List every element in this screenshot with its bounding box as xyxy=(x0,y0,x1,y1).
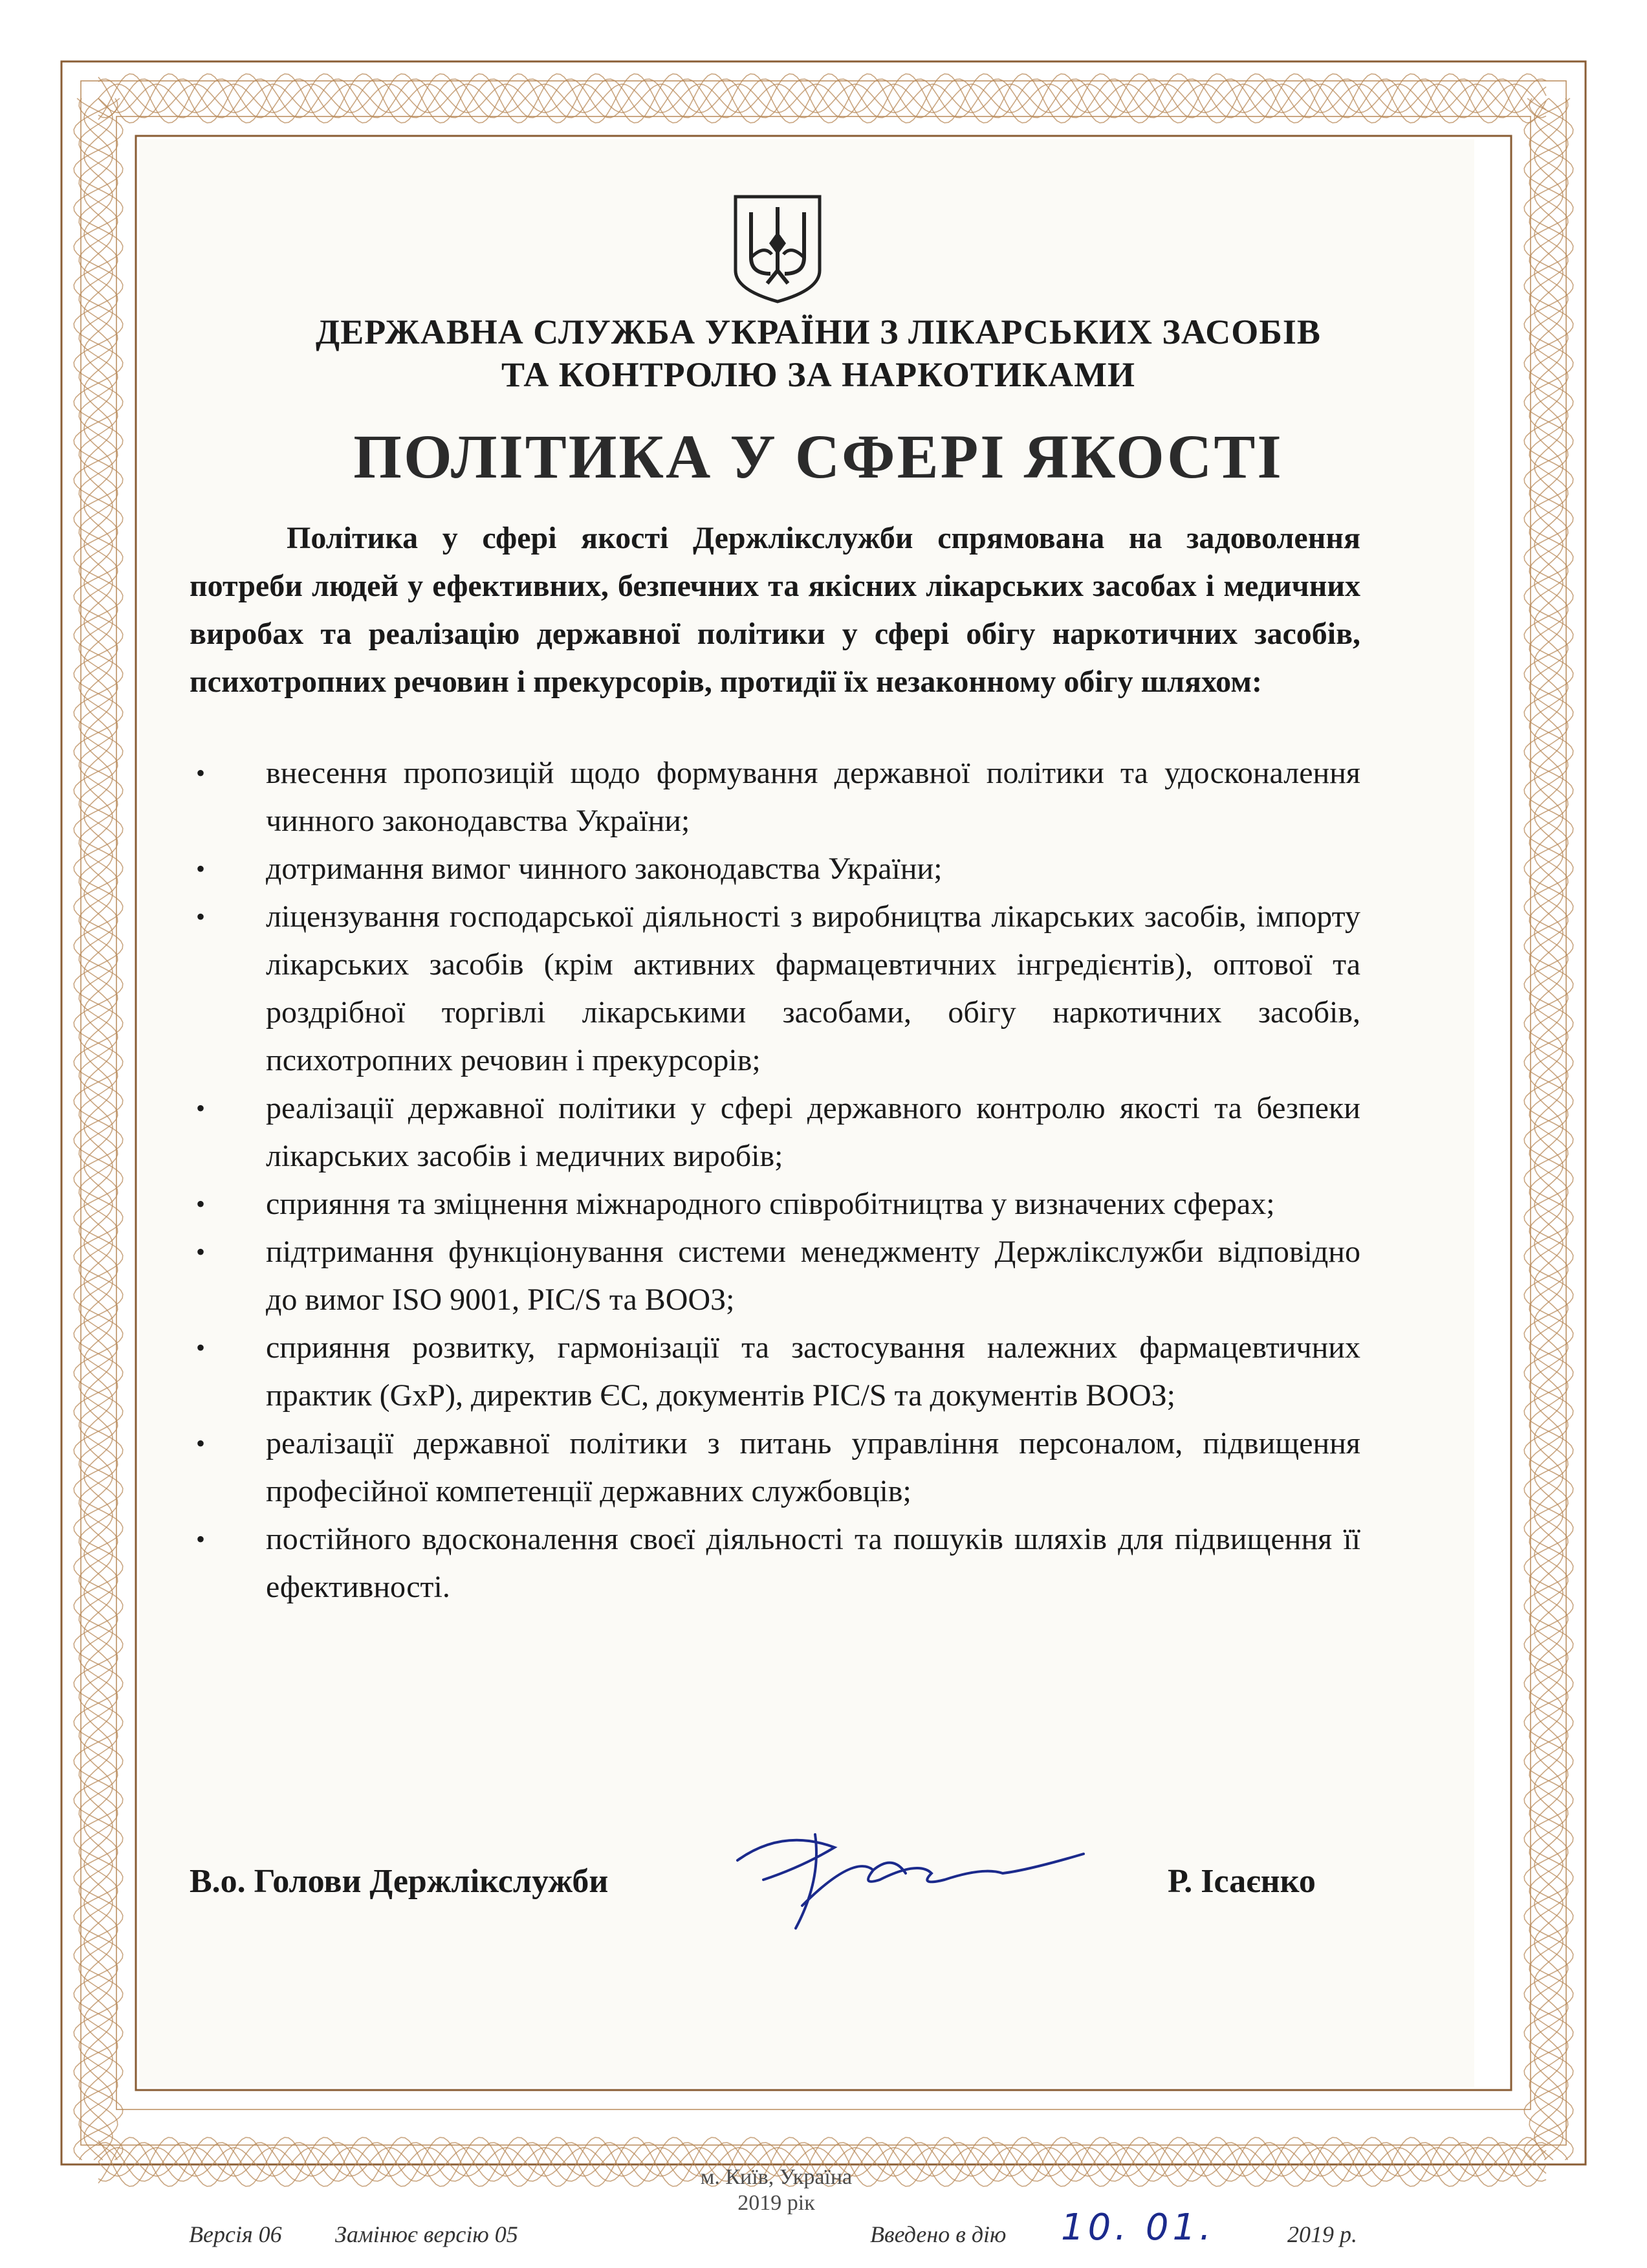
replaces-label: Замінює версію 05 xyxy=(335,2221,518,2247)
list-item-text: ліцензування господарської діяльності з виробництва лікарських засобів, імпорту лікарських засобів (крім активних фармацевтичних інгредієнтів), оптової та роздрібної торгівлі лікарськими засобами, обігу наркотичних засобів, психотропних речовин і прекурсорів; xyxy=(266,899,1360,1077)
bullet-icon: • xyxy=(196,1525,206,1554)
list-item xyxy=(190,749,1360,845)
bullet-icon: • xyxy=(196,758,206,787)
list-item xyxy=(190,893,1360,1084)
city-text: м. Київ, Україна xyxy=(700,2165,853,2189)
signatory-position: В.о. Голови Держлікслужби xyxy=(190,1863,609,1900)
list-item-text: сприяння та зміцнення міжнародного співробітництва у визначених сферах; xyxy=(266,1187,1275,1221)
list-item xyxy=(190,1084,1360,1180)
organization-name-line2: ТА КОНТРОЛЮ ЗА НАРКОТИКАМИ xyxy=(501,355,1136,394)
trident-icon xyxy=(732,193,824,304)
signatory-name: Р. Ісаєнко xyxy=(1168,1863,1316,1900)
list-item xyxy=(190,845,1360,893)
bullet-icon: • xyxy=(196,1189,206,1218)
list-item xyxy=(190,1228,1360,1324)
list-item-text: дотримання вимог чинного законодавства України; xyxy=(266,852,943,886)
bullet-icon: • xyxy=(196,1429,206,1458)
list-item-text: внесення пропозицій щодо формування державної політики та удосконалення чинного законодавства України; xyxy=(266,756,1360,838)
bullet-icon: • xyxy=(196,1237,206,1266)
place-and-year xyxy=(634,2164,919,2216)
intro-paragraph: Політика у сфері якості Держлікслужби спрямована на задоволення потреби людей у ефективних, безпечних та якісних лікарських засобах і медичних виробах та реалізацію державної політики у сфері обігу наркотичних засобів, психотропних речовин і прекурсорів, протидії їх незаконному обігу шляхом: xyxy=(190,521,1360,699)
list-item xyxy=(190,1180,1360,1228)
list-item xyxy=(190,1324,1360,1420)
handwritten-signature xyxy=(725,1809,1093,1938)
list-item-text: реалізації державної політики у сфері державного контролю якості та безпеки лікарських засобів і медичних виробів; xyxy=(266,1091,1360,1173)
year-text: 2019 рік xyxy=(737,2191,815,2215)
list-item-text: підтримання функціонування системи менеджменту Держлікслужби відповідно до вимог ISO 9001, PIC/S та ВООЗ; xyxy=(266,1235,1360,1317)
list-item-text: постійного вдосконалення своєї діяльності та пошуків шляхів для підвищення її ефективності. xyxy=(266,1522,1360,1604)
bullet-icon: • xyxy=(196,902,206,931)
list-item-text: сприяння розвитку, гармонізації та застосування належних фармацевтичних практик (GxP), директив ЄС, документів PIC/S та документів ВООЗ; xyxy=(266,1330,1360,1413)
bullet-icon: • xyxy=(196,1333,206,1362)
bullet-icon: • xyxy=(196,1094,206,1123)
list-item xyxy=(190,1420,1360,1515)
version-label: Версія 06 xyxy=(189,2221,282,2247)
list-item xyxy=(190,1515,1360,1611)
introduced-label: Введено в дію xyxy=(870,2221,1007,2247)
organization-name-line1: ДЕРЖАВНА СЛУЖБА УКРАЇНИ З ЛІКАРСЬКИХ ЗАСОБІВ xyxy=(316,313,1321,351)
document-title: ПОЛІТИКА У СФЕРІ ЯКОСТІ xyxy=(353,422,1283,491)
bullet-icon: • xyxy=(196,854,206,883)
policy-list xyxy=(190,749,1360,1611)
handwritten-date: 10. 01. xyxy=(1061,2207,1215,2249)
introduced-year: 2019 р. xyxy=(1287,2221,1357,2247)
list-item-text: реалізації державної політики з питань управління персоналом, підвищення професійної компетенції державних службовців; xyxy=(266,1426,1360,1508)
